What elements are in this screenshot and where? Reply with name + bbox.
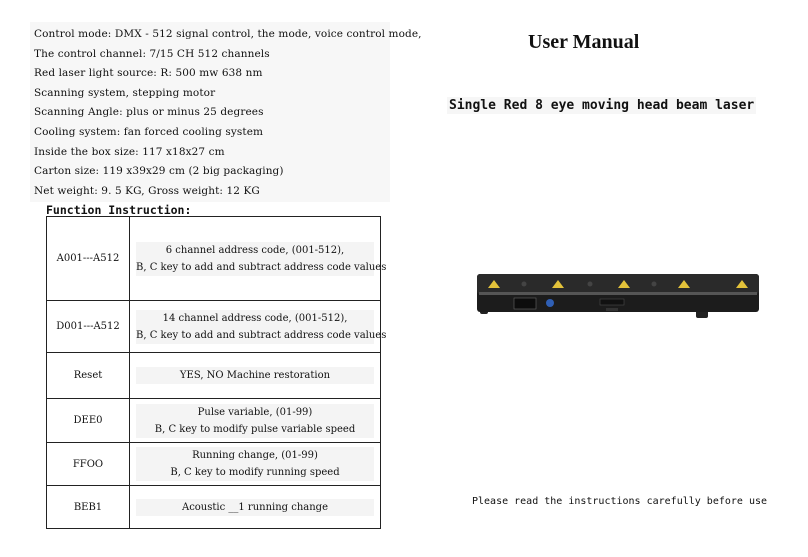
product-subtitle: Single Red 8 eye moving head beam laser [449,98,755,113]
spec-carton-size: Carton size: 119 x39x29 cm (2 big packaging) [34,165,284,177]
spec-scanning-angle: Scanning Angle: plus or minus 25 degrees [34,106,264,118]
spec-scanning-system: Scanning system, stepping motor [34,87,216,99]
lens-icon [522,282,527,287]
function-description [130,486,381,529]
description-line: YES, NO Machine restoration [136,367,374,384]
table-row [47,353,381,399]
table-row [47,399,381,443]
description-line: B, C key to add and subtract address code values [136,327,374,344]
function-code: Reset [47,353,130,399]
function-description [130,301,387,353]
description-line: B, C key to modify pulse variable speed [136,421,374,438]
footer-note: Please read the instructions carefully before use [472,496,768,507]
description-line: Pulse variable, (01-99) [136,404,374,421]
description-line: B, C key to modify running speed [136,464,374,481]
function-code: A001---A512 [47,217,130,301]
spec-control-mode: Control mode: DMX - 512 signal control, the mode, voice control mode, [34,28,422,40]
function-code: DEE0 [47,399,130,443]
description-line: Running change, (01-99) [136,447,374,464]
function-instruction-table [46,216,387,529]
spec-cooling-system: Cooling system: fan forced cooling system [34,126,264,138]
table-row [47,217,381,301]
display-panel-icon [600,299,624,305]
spec-weight: Net weight: 9. 5 KG, Gross weight: 12 KG [34,185,260,197]
spec-box-size: Inside the box size: 117 x18x27 cm [34,146,225,158]
function-code: FFOO [47,443,130,486]
fixture-rail [479,292,757,295]
description-line: Acoustic __1 running change [136,499,374,516]
power-socket-icon [514,298,536,309]
lens-icon [652,282,657,287]
table-row [47,486,381,529]
function-description [130,443,381,486]
function-instruction-title: Function Instruction: [46,203,192,217]
function-description [130,217,387,301]
function-code: BEB1 [47,486,130,529]
specifications-block [30,22,422,202]
function-description [130,353,381,399]
lens-icon [588,282,593,287]
function-description [130,399,381,443]
dmx-connector-icon [546,299,554,307]
control-buttons-icon [606,308,618,311]
description-line: 6 channel address code, (001-512), [136,242,374,259]
table-row [47,443,381,486]
fixture-top-panel [477,274,759,294]
spec-control-channel: The control channel: 7/15 CH 512 channels [34,48,270,60]
description-line: B, C key to add and subtract address code values [136,259,374,276]
function-code: D001---A512 [47,301,130,353]
page-title: User Manual [528,31,640,53]
table-row [47,301,381,353]
laser-fixture-image [474,272,762,320]
description-line: 14 channel address code, (001-512), [136,310,374,327]
spec-light-source: Red laser light source: R: 500 mw 638 nm [34,67,263,79]
